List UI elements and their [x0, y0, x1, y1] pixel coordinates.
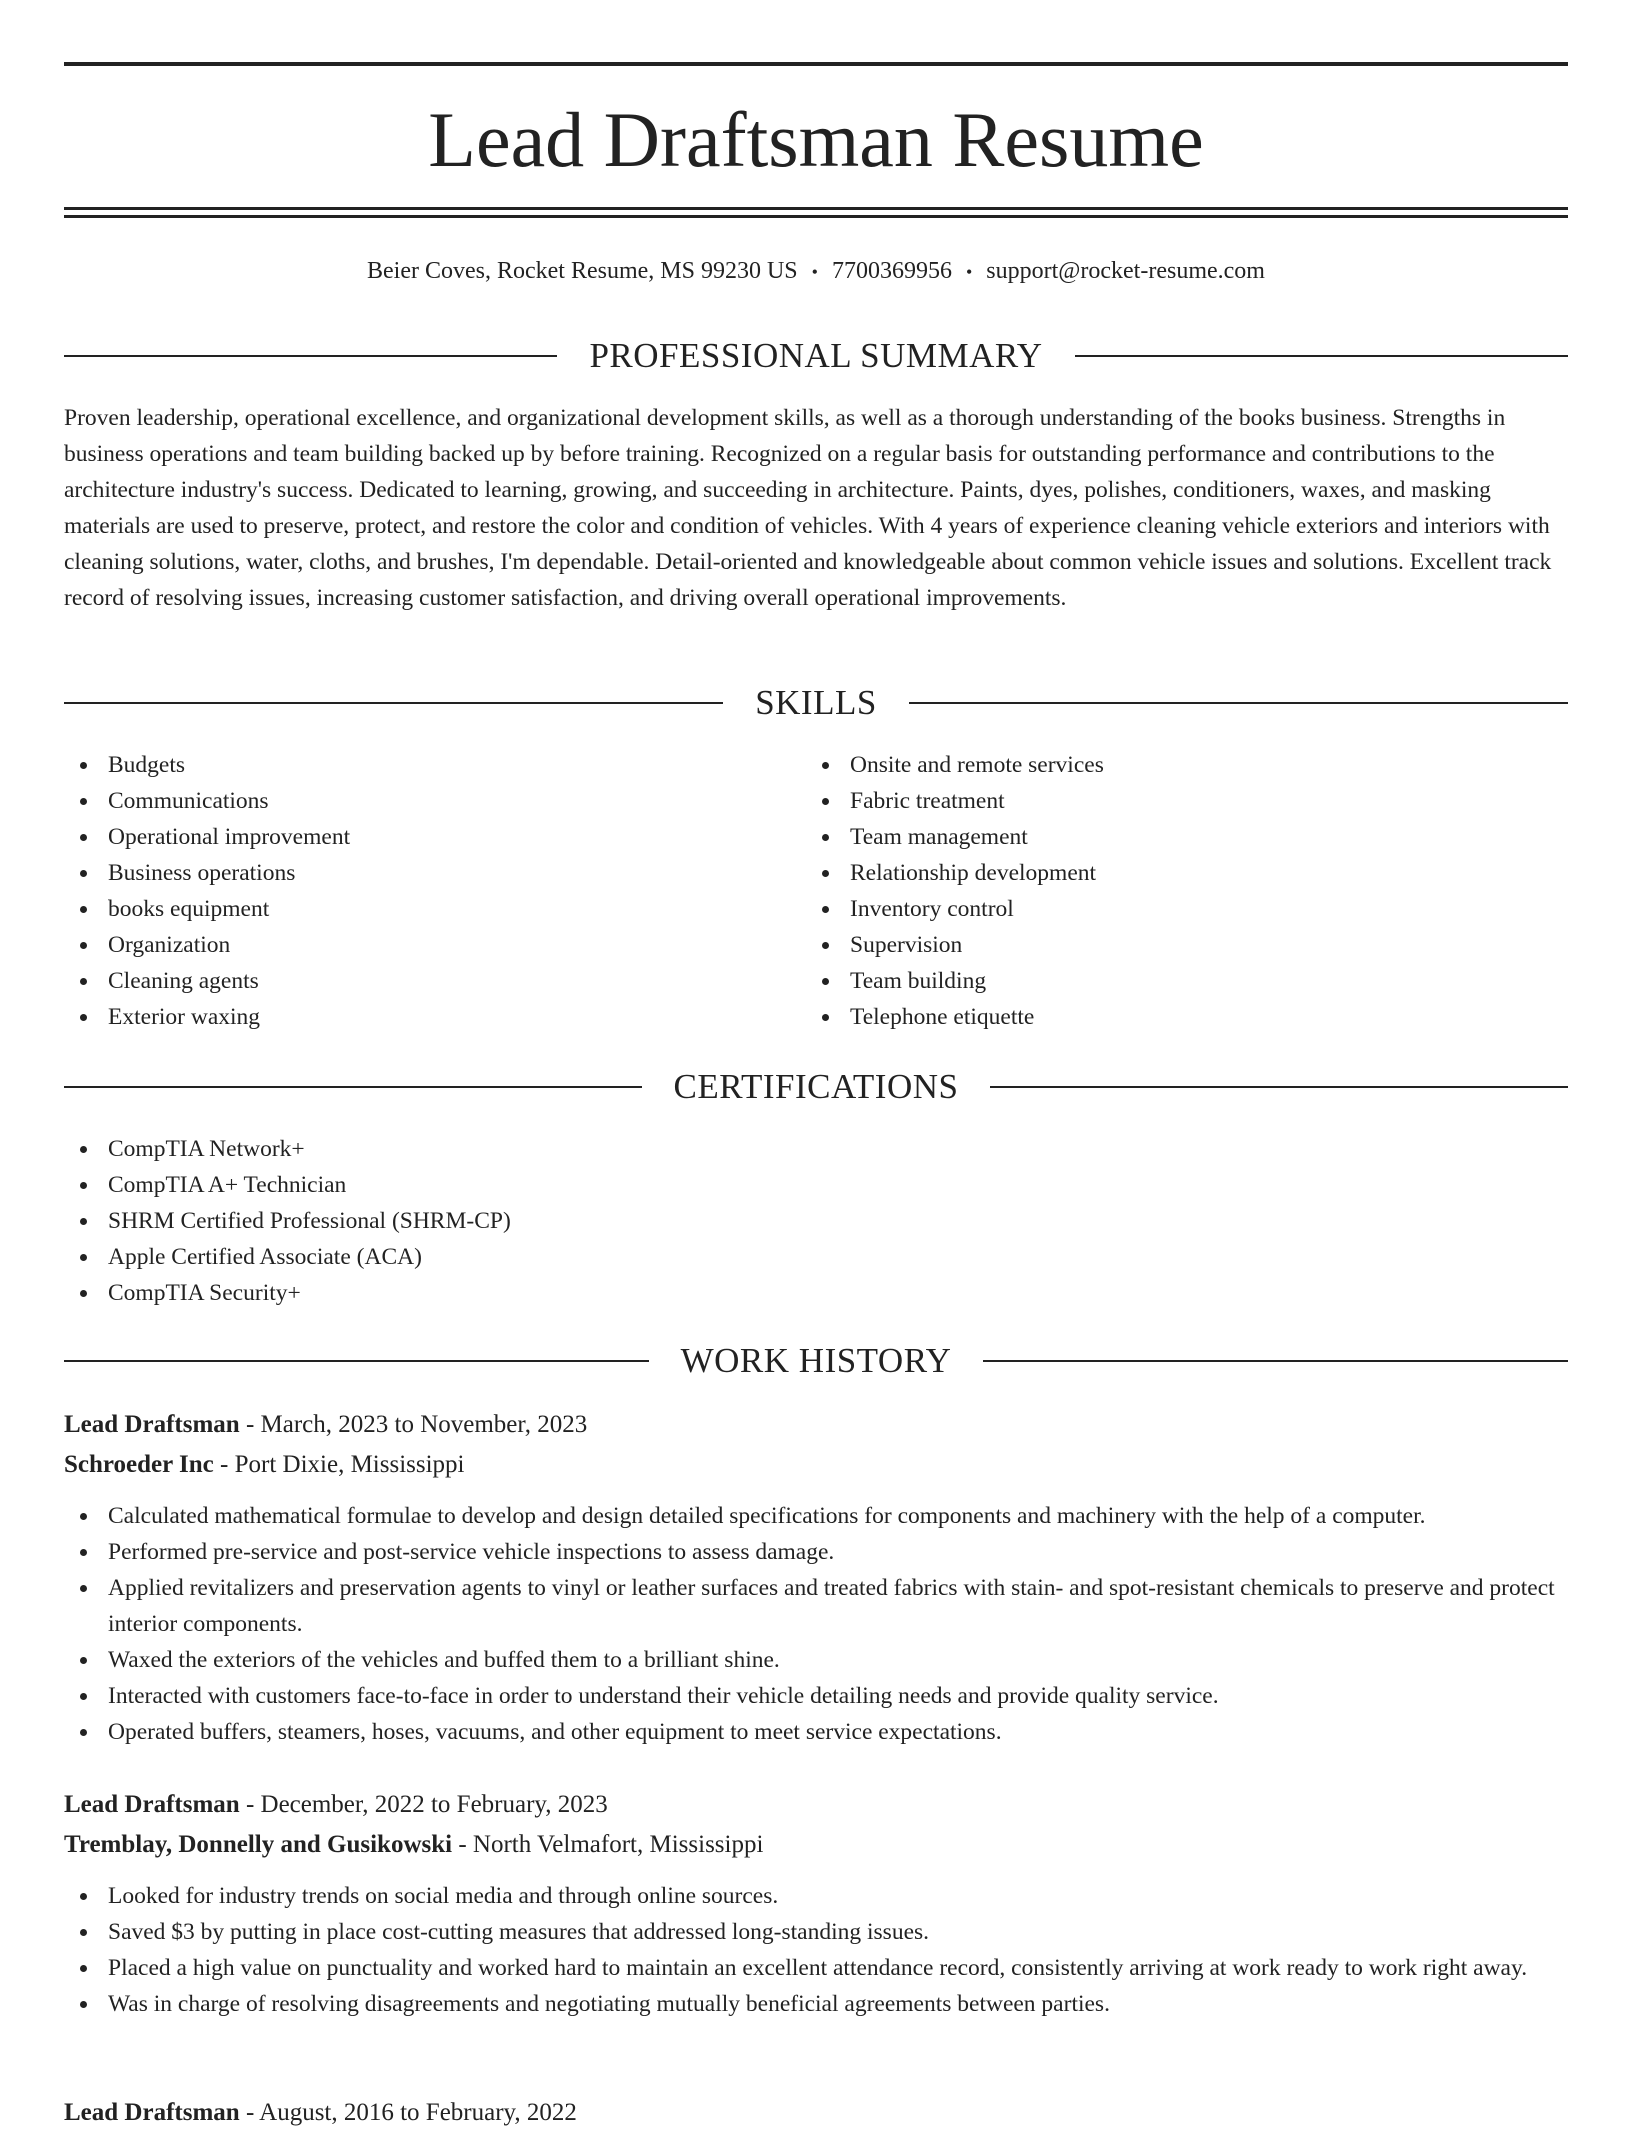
skill-item: Budgets — [64, 747, 764, 783]
skill-item: Team building — [806, 963, 1506, 999]
heading-rule — [64, 355, 557, 357]
job-dates: - December, 2022 to February, 2023 — [239, 1791, 608, 1818]
contact-separator: • — [965, 262, 973, 282]
title-rule-upper — [64, 207, 1568, 210]
job-title-line — [64, 2093, 1568, 2133]
skill-item: Business operations — [64, 855, 764, 891]
skill-item: books equipment — [64, 891, 764, 927]
job-location: - North Velmafort, Mississippi — [452, 1831, 764, 1858]
heading-rule — [909, 702, 1568, 704]
certification-item: Apple Certified Associate (ACA) — [64, 1239, 1568, 1275]
contact-line — [0, 254, 1632, 289]
resume-title: Lead Draftsman Resume — [428, 96, 1204, 183]
skill-item: Cleaning agents — [64, 963, 764, 999]
certification-item: SHRM Certified Professional (SHRM-CP) — [64, 1203, 1568, 1239]
work-history-title: WORK HISTORY — [680, 1341, 952, 1380]
skills-list-left — [64, 747, 764, 1035]
skills-heading — [64, 683, 1568, 723]
skill-item: Team management — [806, 819, 1506, 855]
job-company-line — [64, 1825, 1568, 1865]
job-duty: Looked for industry trends on social media and through online sources. — [64, 1878, 1568, 1914]
heading-rule — [64, 1086, 642, 1088]
job-duty: Interacted with customers face-to-face in order to understand their vehicle detailing needs and provide quality service. — [64, 1678, 1568, 1714]
skill-item: Supervision — [806, 927, 1506, 963]
job-duties-list — [64, 1498, 1568, 1750]
certifications-list — [64, 1131, 1568, 1311]
top-rule — [64, 62, 1568, 66]
certifications-title: CERTIFICATIONS — [673, 1067, 959, 1106]
skill-item: Relationship development — [806, 855, 1506, 891]
certification-item: CompTIA Security+ — [64, 1275, 1568, 1311]
job-duty: Placed a high value on punctuality and worked hard to maintain an excellent attendance record, consistently arriving at work ready to work right away. — [64, 1950, 1568, 1986]
certifications-heading — [64, 1067, 1568, 1107]
job-dates: - March, 2023 to November, 2023 — [239, 1411, 588, 1438]
skill-item: Communications — [64, 783, 764, 819]
summary-text: Proven leadership, operational excellence, and organizational development skills, as well as a thorough understanding of the books business. Strengths in business operations and team building backed up by before training. Recognized on a regular basis for outstanding performance and contributions to the architecture industry's success. Dedicated to learning, growing, and succeeding in architecture. Paints, dyes, polishes, conditioners, waxes, and masking materials are used to preserve, protect, and restore the color and condition of vehicles. With 4 years of experience cleaning vehicle exteriors and interiors with cleaning solutions, water, cloths, and brushes, I'm dependable. Detail-oriented and knowledgeable about common vehicle issues and solutions. Excellent track record of resolving issues, increasing customer satisfaction, and driving overall operational improvements. — [64, 405, 1552, 611]
job-duty: Operated buffers, steamers, hoses, vacuums, and other equipment to meet service expectations. — [64, 1714, 1568, 1750]
summary-heading — [64, 336, 1568, 376]
skill-item: Telephone etiquette — [806, 999, 1506, 1035]
job-duties-list — [64, 1878, 1568, 2022]
skills-title: SKILLS — [755, 683, 877, 722]
job-title-line — [64, 1405, 1568, 1445]
heading-rule — [64, 1360, 649, 1362]
contact-separator: • — [811, 262, 818, 282]
job-duty: Was in charge of resolving disagreements and negotiating mutually beneficial agreements between parties. — [64, 1986, 1568, 2022]
job-company: Tremblay, Donnelly and Gusikowski — [64, 1831, 453, 1858]
heading-rule — [983, 1360, 1568, 1362]
skills-list-right — [806, 747, 1506, 1035]
job-duty: Saved $3 by putting in place cost-cutting measures that addressed long-standing issues. — [64, 1914, 1568, 1950]
heading-rule — [990, 1086, 1568, 1088]
job-dates: - August, 2016 to February, 2022 — [239, 2099, 577, 2126]
contact-phone: 7700369956 — [831, 258, 952, 284]
title-rule-lower — [64, 215, 1568, 218]
job-company: Schroeder Inc — [64, 1451, 214, 1478]
skill-item: Onsite and remote services — [806, 747, 1506, 783]
heading-rule — [64, 702, 723, 704]
heading-rule — [1075, 355, 1568, 357]
summary-title: PROFESSIONAL SUMMARY — [589, 336, 1043, 375]
job-duty: Performed pre-service and post-service vehicle inspections to assess damage. — [64, 1534, 1568, 1570]
job-duty: Applied revitalizers and preservation agents to vinyl or leather surfaces and treated fabrics with stain- and spot-resistant chemicals to preserve and protect interior components. — [64, 1570, 1568, 1642]
skill-item: Exterior waxing — [64, 999, 764, 1035]
contact-address: Beier Coves, Rocket Resume, MS 99230 US — [367, 258, 798, 284]
skill-item: Organization — [64, 927, 764, 963]
job-title-line — [64, 1785, 1568, 1825]
job-duty: Waxed the exteriors of the vehicles and buffed them to a brilliant shine. — [64, 1642, 1568, 1678]
job-title: Lead Draftsman — [64, 2099, 240, 2126]
certification-item: CompTIA Network+ — [64, 1131, 1568, 1167]
skill-item: Inventory control — [806, 891, 1506, 927]
job-title: Lead Draftsman — [64, 1411, 240, 1438]
skill-item: Operational improvement — [64, 819, 764, 855]
work-history-heading — [64, 1341, 1568, 1381]
skill-item: Fabric treatment — [806, 783, 1506, 819]
job-duty: Calculated mathematical formulae to develop and design detailed specifications for components and machinery with the help of a computer. — [64, 1498, 1568, 1534]
job-company-line — [64, 1445, 1568, 1485]
job-location: - Port Dixie, Mississippi — [213, 1451, 465, 1478]
job-title: Lead Draftsman — [64, 1791, 240, 1818]
certification-item: CompTIA A+ Technician — [64, 1167, 1568, 1203]
contact-email: support@rocket-resume.com — [986, 258, 1265, 284]
